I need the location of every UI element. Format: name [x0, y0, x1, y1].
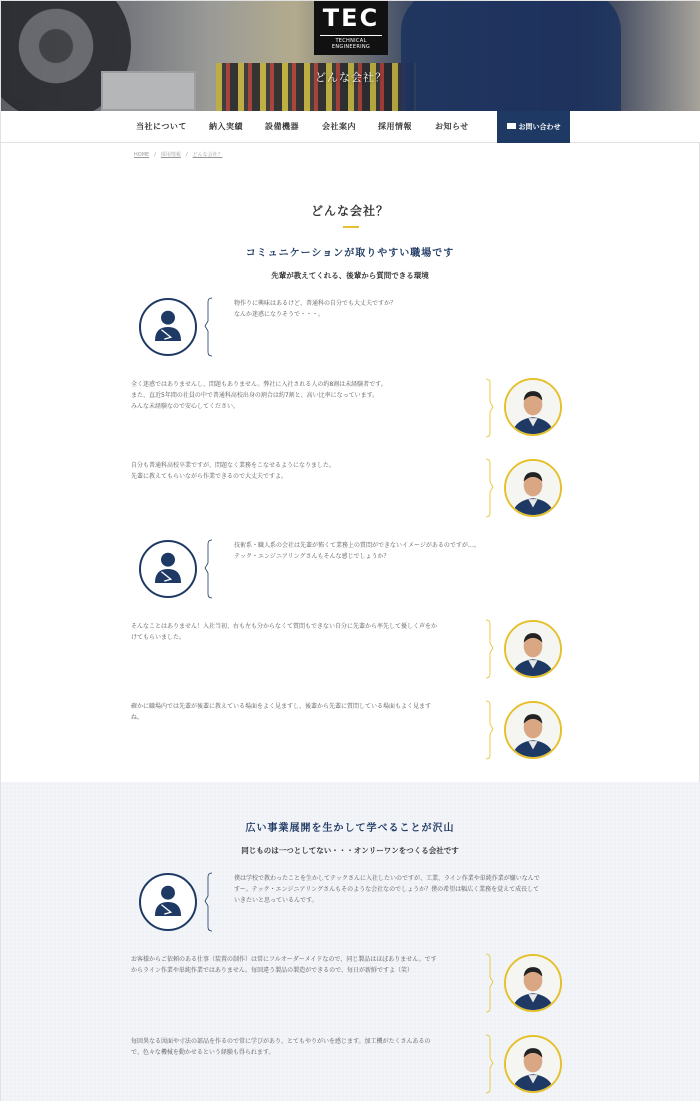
- nav-item-about[interactable]: 当社について: [136, 122, 187, 131]
- question-text: 技術系・職人系の会社は先輩が怖くて業務上の質問ができないイメージがあるのですが…。 テック・エンジニアリングさんもそんな感じでしょうか？: [234, 542, 480, 560]
- breadcrumb: HOME / 採用情報 / どんな会社？: [134, 152, 223, 158]
- site-logo[interactable]: [314, 1, 388, 55]
- hero-page-title: どんな会社？: [315, 71, 387, 84]
- speech-bracket-left: [204, 872, 213, 932]
- section2-heading: 広い事業展開を生かして学べることが沢山: [245, 823, 455, 834]
- speech-bracket-right: [485, 953, 494, 1013]
- speech-bracket-right: [485, 378, 494, 438]
- student-avatar-icon: [139, 298, 197, 356]
- question-text: 僕は学校で教わったことを生かしてテックさんに入社したいのですが、工業、ライン作業や単純作業が嫌いなんで すー。テック・エンジニアリングさんもそのような会社なのでしょうか？僕の希望は幅広く業務を覚えて成長して いきたいと思っているんです。: [234, 875, 540, 904]
- answer-text: そんなことはありません！入社当初、右も左も分からなくて質問もできない自分に先輩から率先して優しく声をか けてもらいました。: [131, 623, 438, 641]
- breadcrumb-home[interactable]: HOME: [134, 152, 150, 158]
- employee-photo: [504, 620, 562, 678]
- logo-subtitle: TECHNICAL ENGINEERING: [320, 35, 382, 50]
- employee-photo: [504, 378, 562, 436]
- employee-photo: [504, 701, 562, 759]
- page-title: どんな会社？: [310, 204, 389, 218]
- speech-bracket-left: [204, 539, 213, 599]
- student-avatar-icon: [139, 873, 197, 931]
- employee-photo: [504, 459, 562, 517]
- contact-button[interactable]: [497, 111, 570, 143]
- speech-bracket-right: [485, 458, 494, 518]
- breadcrumb-current: どんな会社？: [192, 152, 223, 158]
- answer-text: お客様からご依頼のある仕事（装置の制作）は常にフルオーダーメイドなので、同じ製品はほぼありません。です からライン作業や単純作業ではありません。毎回違う製品の製造ができるので、毎日が新鮮ですよ（笑）: [131, 956, 437, 974]
- student-avatar-icon: [139, 540, 197, 598]
- nav-item-recruit[interactable]: 採用情報: [378, 122, 412, 131]
- section1-heading: コミュニケーションが取りやすい職場です: [245, 248, 455, 259]
- speech-bracket-right: [485, 619, 494, 679]
- title-underline: [343, 226, 359, 228]
- global-nav: [1, 111, 700, 143]
- nav-item-company[interactable]: 会社案内: [322, 122, 356, 131]
- speech-bracket-left: [204, 297, 213, 357]
- answer-text: 全く迷惑ではありませんし、問題もありません。弊社に入社される人の約8割は未経験者です。 また、直近5年間の社員の中で普通科高校出身の割合は約7割と、高い比率になっています。 みんな未経験なので安心してください。: [131, 381, 387, 410]
- speech-bracket-right: [485, 1034, 494, 1094]
- logo-mark: TEC: [322, 4, 380, 32]
- mail-icon: [507, 123, 516, 129]
- section1-subheading: 先輩が教えてくれる、後輩から質問できる環境: [271, 271, 429, 280]
- employee-photo: [504, 954, 562, 1012]
- answer-text: 自分も普通科高校卒業ですが、問題なく業務をこなせるようになりました。 先輩に教えてもらいながら作業できるので大丈夫ですよ。: [131, 462, 336, 480]
- nav-item-news[interactable]: お知らせ: [435, 122, 469, 131]
- nav-item-equipment[interactable]: 設備機器: [265, 122, 299, 131]
- nav-item-results[interactable]: 納入実績: [209, 122, 243, 131]
- contact-label: お問い合わせ: [518, 123, 561, 131]
- employee-photo: [504, 1035, 562, 1093]
- answer-text: 毎回異なる図面や寸法の部品を作るので常に学びがあり、とてもやりがいを感じます。加工機がたくさんあるの で、色々な機械を動かせるという経験も得られます。: [131, 1038, 431, 1056]
- speech-bracket-right: [485, 700, 494, 760]
- question-text: 物作りに興味はあるけど、普通科の自分でも大丈夫ですか？ なんか迷惑になりそうで・・・。: [234, 300, 397, 318]
- breadcrumb-recruit[interactable]: 採用情報: [160, 152, 181, 158]
- answer-text: 確かに職場内では先輩が後輩に教えている場面をよく見ますし、後輩から先輩に質問している場面もよく見ます ね。: [131, 703, 432, 721]
- section2-subheading: 同じものは一つとしてない・・・オンリーワンをつくる会社です: [241, 846, 459, 855]
- hero-banner: [1, 1, 700, 111]
